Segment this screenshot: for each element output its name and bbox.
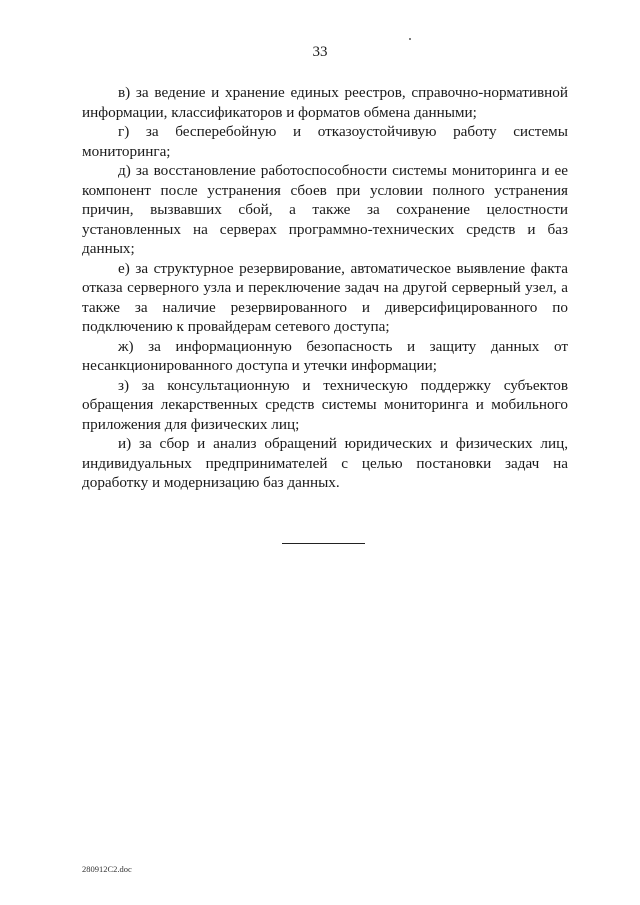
paragraph-z: з) за консультационную и техническую поддержку субъектов обращения лекарственных средств системы мониторинга и мобильного приложения для физических лиц; [82, 376, 568, 433]
paragraph-g: г) за бесперебойную и отказоустойчивую работу системы мониторинга; [82, 123, 568, 160]
scan-dot [409, 38, 411, 40]
page-number: 33 [312, 44, 328, 60]
footer-file-code: 280912C2.doc [82, 864, 132, 874]
document-body [82, 83, 568, 493]
closing-rule [282, 543, 365, 544]
paragraph-v: в) за ведение и хранение единых реестров, справочно-нормативной информации, классификаторов и форматов обмена данными; [82, 84, 568, 121]
paragraph-i: и) за сбор и анализ обращений юридических и физических лиц, индивидуальных предпринимателей с целью постановки задач на доработку и модернизацию баз данных. [82, 435, 568, 491]
paragraph-zh: ж) за информационную безопасность и защиту данных от несанкционированного доступа и утечки информации; [82, 337, 568, 374]
paragraph-e: е) за структурное резервирование, автоматическое выявление факта отказа серверного узла и переключение задач на другой серверный узел, а также за наличие резервированного и диверсифицированного по подключению к провайдерам сетевого доступа; [82, 259, 568, 335]
paragraph-d: д) за восстановление работоспособности системы мониторинга и ее компонент после устранения сбоев при условии полного устранения причин, вызвавших сбой, а также за сохранение целостности установленных на серверах программно-технических средств и баз данных; [82, 162, 568, 257]
